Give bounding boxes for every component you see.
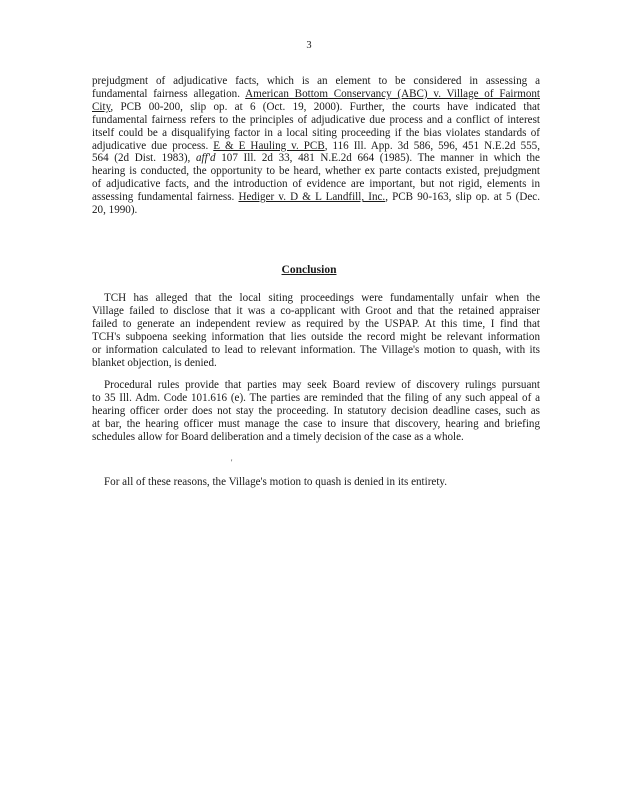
- text-line: assessing fundamental fairness. Hediger v. D & L Landfill, Inc., PCB 90-163, slip op. at 5 (Dec.: [92, 191, 540, 204]
- paragraph-procedural-rules: [92, 379, 540, 444]
- text-line: 20, 1990).: [92, 204, 138, 217]
- section-heading-conclusion: Conclusion: [281, 264, 337, 276]
- text-line: itself could be a disqualifying factor in a local siting proceeding if the bias violates standards of: [92, 126, 540, 139]
- text-line: TCH's subpoena seeking information that lies outside the record might be relevant information: [92, 330, 540, 343]
- text-line: at bar, the hearing officer must manage the case to insure that discovery, hearing and briefing: [92, 417, 540, 430]
- paragraph-final-ruling: [92, 476, 540, 489]
- text-line: Village failed to disclose that it was a co-applicant with Groot and that the retained appraiser: [92, 304, 540, 317]
- text-line: prejudgment of adjudicative facts, which is an element to be considered in assessing a: [92, 75, 540, 87]
- text-line: City, PCB 00-200, slip op. at 6 (Oct. 19, 2000). Further, the courts have indicated that: [92, 100, 540, 113]
- stray-mark: ': [231, 458, 233, 467]
- page-number: 3: [306, 40, 312, 51]
- text-line: failed to generate an independent review as required by the USPAP. At this time, I find that: [92, 317, 540, 330]
- text-line: to 35 Ill. Adm. Code 101.616 (e). The parties are reminded that the filing of any such appeal of a: [92, 391, 540, 404]
- paragraph-fundamental-fairness: [92, 75, 540, 217]
- text-line: Procedural rules provide that parties may seek Board review of discovery rulings pursuant: [104, 379, 540, 391]
- case-citation: American Bottom Conservancy (ABC) v. Village of Fairmont: [245, 87, 540, 100]
- text-line: fundamental fairness refers to the principles of adjudicative due process and a conflict of interest: [92, 113, 540, 126]
- text-line: of adjudicative facts, and the introduction of evidence are important, but not rigid, elements in: [92, 178, 540, 191]
- text-line: hearing officer order does not stay the proceeding. In statutory decision deadline cases, such as: [92, 404, 540, 417]
- text-line: or information calculated to lead to relevant information. The Village's motion to quash, with its: [92, 343, 540, 356]
- citation-signal: aff'd: [195, 152, 216, 165]
- text-line: 564 (2d Dist. 1983), aff'd 107 Ill. 2d 33, 481 N.E.2d 664 (1985). The manner in which the: [92, 152, 540, 165]
- text-line: blanket objection, is denied.: [92, 356, 217, 369]
- text-line: adjudicative due process. E & E Hauling v. PCB, 116 Ill. App. 3d 586, 596, 451 N.E.2d 555,: [92, 139, 540, 152]
- text-line: hearing is conducted, the opportunity to be heard, whether ex parte contacts existed, prejudgment: [92, 165, 540, 178]
- case-citation: Hediger v. D & L Landfill, Inc.: [238, 191, 386, 204]
- case-citation: E & E Hauling v. PCB: [213, 139, 325, 152]
- text-line: fundamental fairness allegation. American Bottom Conservancy (ABC) v. Village of Fairmont: [92, 87, 540, 100]
- paragraph-tch-allegation: [92, 292, 540, 369]
- case-citation: City: [92, 100, 111, 113]
- text-line: TCH has alleged that the local siting proceedings were fundamentally unfair when the: [104, 292, 540, 304]
- text-line: For all of these reasons, the Village's motion to quash is denied in its entirety.: [104, 476, 448, 488]
- text-line: schedules allow for Board deliberation and a timely decision of the case as a whole.: [92, 430, 464, 443]
